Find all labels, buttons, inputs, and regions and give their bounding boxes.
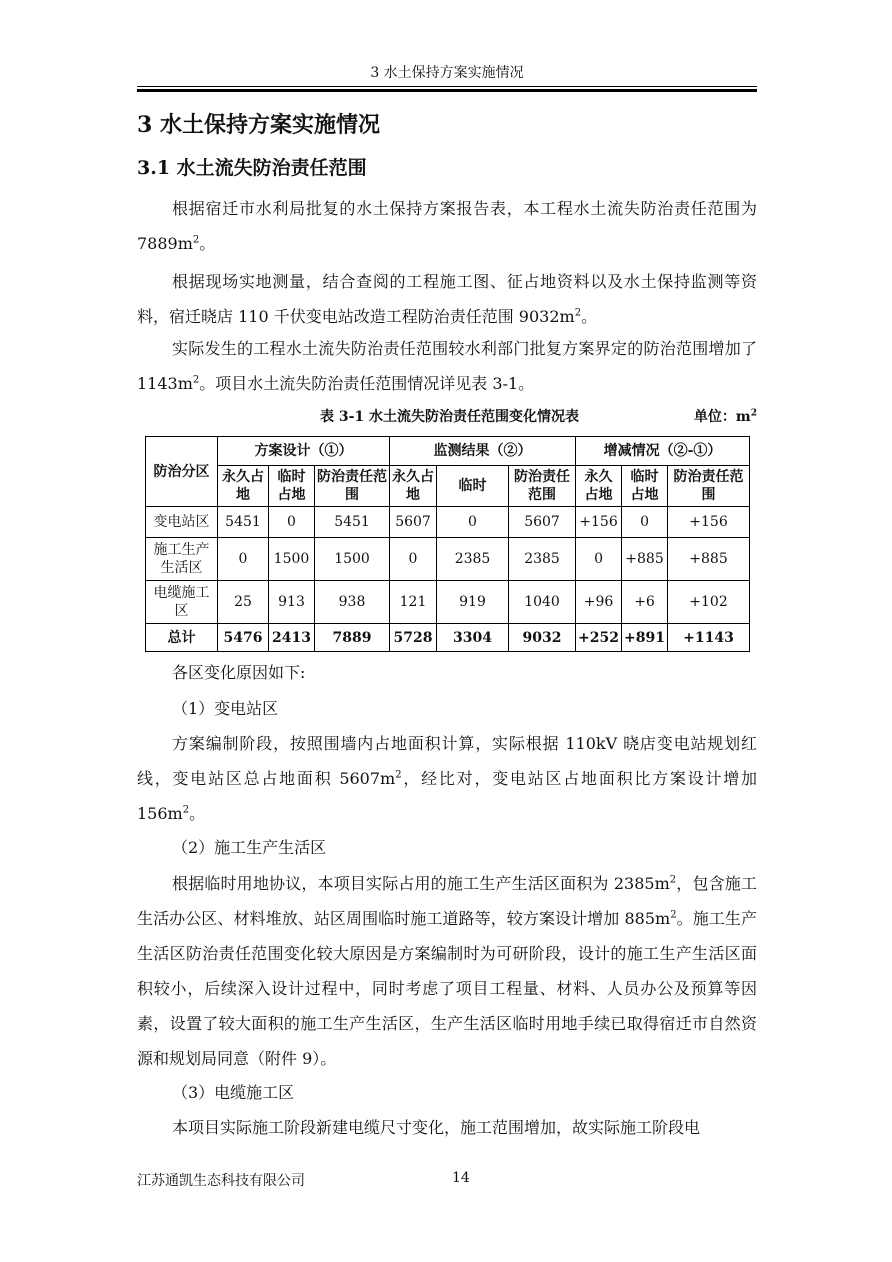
table-row xyxy=(146,507,750,538)
value-cell: 2385 xyxy=(437,538,509,581)
section-2-text-2: ，包含施工生活办公区、材料堆放、站区周围临时施工道路等，较方案设计增加 885m xyxy=(137,874,757,928)
value-cell: 9032 xyxy=(509,624,576,652)
value-cell: 3304 xyxy=(437,624,509,652)
section-2-text-3: 。施工生产生活区防治责任范围变化较大原因是方案编制时为可研阶段，设计的施工生产生活区面积较小，后续深入设计过程中，同时考虑了项目工程量、材料、人员办公及预算等因素，设置了较大面积的施工生产生活区，生产生活区临时用地手续已取得宿迁市自然资源和规划局同意（附件 9）。 xyxy=(137,909,757,1068)
value-cell: 0 xyxy=(269,507,315,538)
changes-intro: 各区变化原因如下: xyxy=(172,663,306,682)
value-cell: 7889 xyxy=(315,624,390,652)
paragraph-1-text: 根据宿迁市水利局批复的水土保持方案报告表，本工程水土流失防治责任范围为 7889m xyxy=(137,199,757,253)
header-rule-thick xyxy=(137,89,757,92)
subheader-cell: 临时占地 xyxy=(622,466,668,507)
paragraph-2-end: 。 xyxy=(581,307,598,326)
section-2-paragraph xyxy=(137,866,757,1076)
paragraph-2-text: 根据现场实地测量，结合查阅的工程施工图、征占地资料以及水土保持监测等资料，宿迁晓店 110 千伏变电站改造工程防治责任范围 9032m xyxy=(137,272,757,326)
paragraph-1-sup: 2 xyxy=(192,234,200,246)
value-cell: +156 xyxy=(668,507,750,538)
section-2-text: 根据临时用地协议，本项目实际占用的施工生产生活区面积为 2385m xyxy=(172,874,670,893)
section-2-title: （2）施工生产生活区 xyxy=(172,838,327,857)
table-unit xyxy=(694,406,757,426)
section-heading: 3.1 水土流失防治责任范围 xyxy=(137,157,367,179)
zone-header-cell: 防治分区 xyxy=(146,437,218,507)
value-cell: +891 xyxy=(622,624,668,652)
group-header-change: 增减情况（②-①） xyxy=(576,437,750,466)
table-row xyxy=(146,581,750,624)
responsibility-range-table xyxy=(145,436,750,652)
running-header: 3 水土保持方案实施情况 xyxy=(370,65,524,81)
group-header-monitoring: 监测结果（②） xyxy=(390,437,576,466)
value-cell: 913 xyxy=(269,581,315,624)
subheader-cell: 防治责任范围 xyxy=(668,466,750,507)
value-cell: +96 xyxy=(576,581,622,624)
value-cell: +252 xyxy=(576,624,622,652)
value-cell: 121 xyxy=(390,581,437,624)
paragraph-3-text: 实际发生的工程水土流失防治责任范围较水利部门批复方案界定的防治范围增加了 1143m xyxy=(137,339,757,393)
subheader-cell: 永久占地 xyxy=(218,466,269,507)
section-1-paragraph xyxy=(137,726,757,831)
table-subheader-row xyxy=(146,466,750,507)
paragraph-2-sup: 2 xyxy=(574,307,582,319)
paragraph-1 xyxy=(137,191,757,261)
zone-cell: 电缆施工区 xyxy=(146,581,218,624)
value-cell: 0 xyxy=(437,507,509,538)
zone-cell: 总计 xyxy=(146,624,218,652)
zone-cell: 变电站区 xyxy=(146,507,218,538)
table-row xyxy=(146,538,750,581)
value-cell: 5451 xyxy=(218,507,269,538)
section-3-text: 本项目实际施工阶段新建电缆尺寸变化，施工范围增加，故实际施工阶段电 xyxy=(172,1118,701,1137)
subheader-cell: 临时 xyxy=(437,466,509,507)
value-cell: +6 xyxy=(622,581,668,624)
value-cell: +102 xyxy=(668,581,750,624)
value-cell: 938 xyxy=(315,581,390,624)
paragraph-2 xyxy=(137,264,757,334)
section-2-sup: 2 xyxy=(669,874,677,886)
table-unit-label: 单位：m xyxy=(693,409,751,425)
value-cell: +885 xyxy=(668,538,750,581)
value-cell: +1143 xyxy=(668,624,750,652)
section-1-sup: 2 xyxy=(395,769,402,781)
table-caption-text: 表 3-1 水土流失防治责任范围变化情况表 xyxy=(320,409,580,425)
section-1-text-2: ，经比对，变电站区占地面积比方案设计增加 156m xyxy=(137,769,757,823)
paragraph-3-sup: 2 xyxy=(192,374,200,386)
page-number: 14 xyxy=(452,1170,470,1186)
value-cell: 5728 xyxy=(390,624,437,652)
zone-cell: 施工生产生活区 xyxy=(146,538,218,581)
subheader-cell: 防治责任范围 xyxy=(509,466,576,507)
value-cell: 5607 xyxy=(390,507,437,538)
value-cell: 1500 xyxy=(315,538,390,581)
value-cell: 1040 xyxy=(509,581,576,624)
table-caption xyxy=(137,406,757,426)
chapter-heading: 3 水土保持方案实施情况 xyxy=(137,112,380,138)
table-unit-sup: 2 xyxy=(750,408,757,419)
value-cell: +156 xyxy=(576,507,622,538)
section-1-sup-2: 2 xyxy=(182,804,190,816)
subheader-cell: 临时占地 xyxy=(269,466,315,507)
value-cell: 0 xyxy=(622,507,668,538)
paragraph-3 xyxy=(137,331,757,401)
value-cell: 2413 xyxy=(269,624,315,652)
paragraph-1-end: 。 xyxy=(199,234,216,253)
subheader-cell: 防治责任范围 xyxy=(315,466,390,507)
header-rule-thin xyxy=(137,86,757,87)
value-cell: 919 xyxy=(437,581,509,624)
value-cell: 0 xyxy=(218,538,269,581)
table-header-row xyxy=(146,437,750,466)
value-cell: 2385 xyxy=(509,538,576,581)
section-1-title: （1）变电站区 xyxy=(172,699,279,718)
subheader-cell: 永久占地 xyxy=(390,466,437,507)
section-1-text: 方案编制阶段，按照围墙内占地面积计算，实际根据 110kV 晓店变电站规划红线，变电站区总占地面积 5607m xyxy=(137,734,757,788)
section-3-paragraph xyxy=(137,1110,757,1145)
table-total-row xyxy=(146,624,750,652)
value-cell: 0 xyxy=(390,538,437,581)
value-cell: 5451 xyxy=(315,507,390,538)
value-cell: 1500 xyxy=(269,538,315,581)
value-cell: 5607 xyxy=(509,507,576,538)
footer-company: 江苏通凯生态科技有限公司 xyxy=(137,1173,305,1189)
section-3-title: （3）电缆施工区 xyxy=(172,1083,295,1102)
value-cell: +885 xyxy=(622,538,668,581)
value-cell: 25 xyxy=(218,581,269,624)
paragraph-3-end: 。项目水土流失防治责任范围情况详见表 3-1。 xyxy=(199,374,535,393)
value-cell: 0 xyxy=(576,538,622,581)
section-1-end: 。 xyxy=(189,804,206,823)
group-header-design: 方案设计（①） xyxy=(218,437,390,466)
value-cell: 5476 xyxy=(218,624,269,652)
section-2-sup-2: 2 xyxy=(670,909,677,921)
subheader-cell: 永久占地 xyxy=(576,466,622,507)
